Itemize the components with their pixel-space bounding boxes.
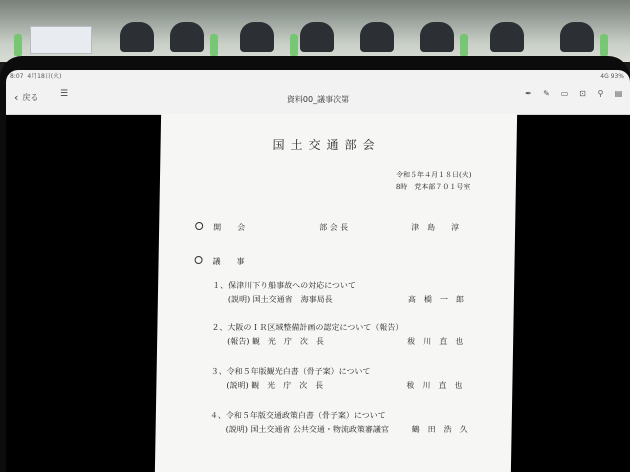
document-page [155,114,517,472]
attendee [170,22,204,52]
opening-label: 開 会 [213,223,246,232]
agenda-item-role: (説明) 観 光 庁 次 長 [226,381,324,390]
meeting-date: 令和５年４月１８日(火) [395,171,472,179]
attendee [240,22,274,52]
tablet-screen [6,70,630,472]
list-icon[interactable]: ☰ [60,89,69,99]
agenda-item-name: 秡 川 直 也 [407,337,464,346]
agenda-item-name: 鶴 田 浩 久 [411,425,468,434]
water-bottle [460,34,468,56]
agenda-item-title: １、保津川下り船事故への対応について [212,281,357,290]
water-bottle [290,34,298,56]
agenda-label: 議 事 [212,257,245,266]
viewer-toolbar [6,84,630,115]
search-icon[interactable]: ⚲ [597,89,604,98]
agenda-item-title: ４、令和５年版交通政策白書（骨子案）について [209,411,386,420]
status-bar [6,70,630,84]
attendee [300,22,334,52]
water-bottle [210,34,218,56]
agenda-item-role: (説明) 国土交通省 公共交通・物流政策審議官 [225,425,390,434]
back-label: 戻る [22,93,39,102]
circle-bullet-icon [195,256,203,264]
water-bottle [14,34,22,56]
attendee [360,22,394,52]
meeting-room-background [0,0,630,62]
circle-bullet-icon [195,222,203,230]
comment-icon[interactable]: ▭ [560,89,569,98]
opening-name: 津 島 淳 [411,223,460,232]
agenda-item-role: (説明) 国土交通省 海事局長 [227,295,333,304]
attendee [560,22,594,52]
document-title: 資料00_議事次第 [286,95,350,104]
pages-icon[interactable]: ▤ [614,89,623,98]
attendee [420,22,454,52]
bookmark-icon[interactable]: ⊡ [579,89,586,98]
status-signal: 4G 93% [600,73,624,80]
agenda-row [194,256,244,267]
laptop [30,26,92,54]
attendee [490,22,524,52]
opening-row [195,222,245,233]
agenda-item-role: (報告) 観 光 庁 次 長 [227,337,325,346]
opening-role: 部 会 長 [319,223,349,232]
chevron-left-icon: ‹ [14,91,19,104]
attendee [120,22,154,52]
marker-icon[interactable]: ✎ [543,89,550,98]
page-title: 国土交通部会 [272,138,381,152]
agenda-item-title: ２、大阪のＩＲ区域整備計画の認定について（報告） [211,323,404,332]
agenda-item-name: 高 橋 一 郎 [407,295,464,304]
agenda-item-name: 秡 川 直 也 [406,381,463,390]
status-time: 8:07 [10,73,24,80]
status-date: 4月18日(火) [27,73,62,80]
toolbar-tools [523,89,624,98]
agenda-item-title: ３、令和５年版観光白書（骨子案）について [210,367,371,376]
pen-icon[interactable]: ✒ [525,89,532,98]
water-bottle [600,34,608,56]
meeting-place: 8時 党本部７０１号室 [395,183,471,191]
